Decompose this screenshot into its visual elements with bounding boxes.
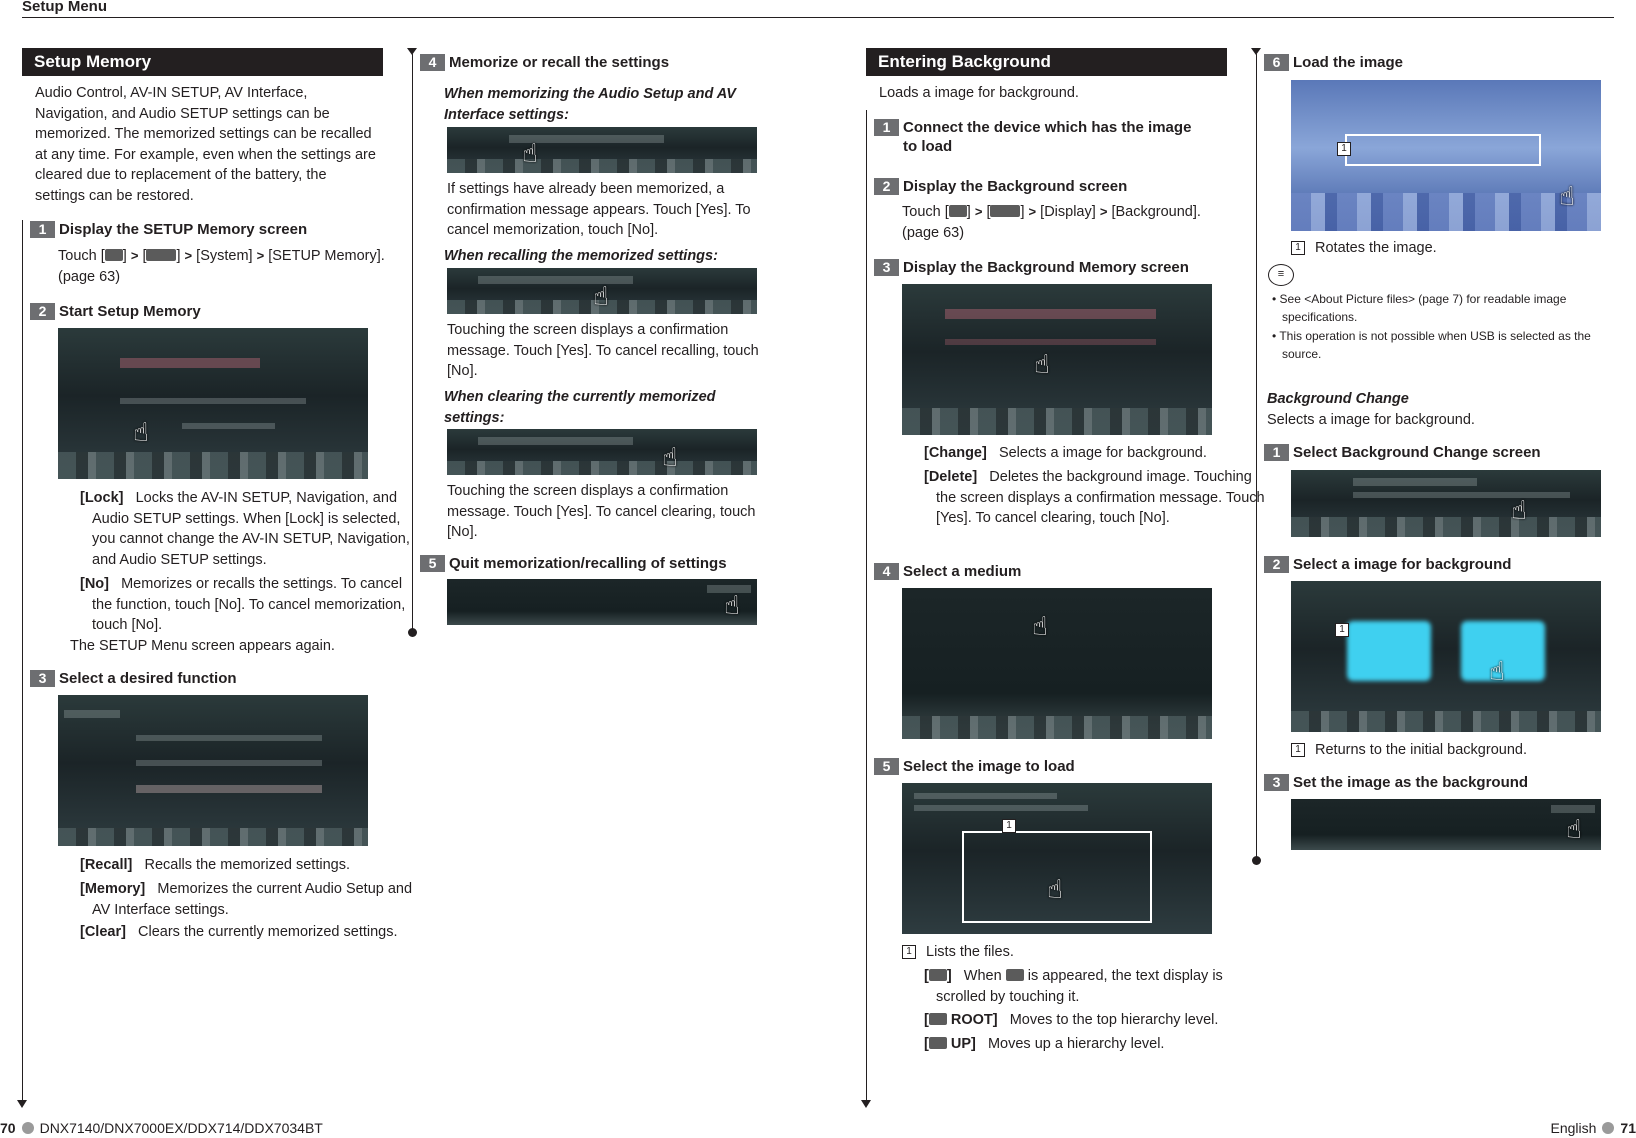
touch-label: Touch bbox=[902, 204, 941, 220]
clear-description bbox=[46, 922, 420, 943]
chevron-right-icon: > bbox=[974, 204, 983, 219]
note-item: • See <About Picture files> (page 7) for readable image specifications. bbox=[1272, 292, 1567, 324]
step-3-select-function bbox=[30, 669, 380, 688]
lock-description bbox=[46, 488, 420, 570]
step-6-load-image bbox=[1264, 53, 1604, 72]
header-rule bbox=[22, 17, 1614, 18]
callout-1-icon: 1 bbox=[1291, 743, 1305, 757]
change-text: Selects a image for background. bbox=[998, 445, 1207, 461]
setup-memory-label: [SETUP Memory]. (page 63) bbox=[58, 248, 385, 285]
step-number: 5 bbox=[874, 758, 899, 775]
entering-background-intro: Loads a image for background. bbox=[879, 85, 1079, 101]
screenshot-bg-select bbox=[1291, 581, 1601, 732]
step-title: Memorize or recall the settings bbox=[449, 54, 670, 71]
step-title: Select a medium bbox=[903, 563, 1022, 580]
note-icon: ≡ bbox=[1268, 264, 1294, 286]
step-5-select-image bbox=[874, 757, 1214, 776]
footer-dot-icon bbox=[1602, 1122, 1614, 1134]
screenshot-clear bbox=[447, 429, 757, 475]
footer-left bbox=[0, 1120, 323, 1136]
end-dot bbox=[1252, 856, 1261, 865]
touch-hand-icon: ☝ bbox=[1566, 814, 1582, 844]
step-number: 1 bbox=[1264, 444, 1289, 461]
step-number: 2 bbox=[1264, 556, 1289, 573]
delete-description bbox=[890, 467, 1274, 529]
step-title: Select a desired function bbox=[59, 670, 237, 687]
scroll-key: [ ] bbox=[924, 968, 952, 984]
system-label: [System] bbox=[196, 248, 253, 264]
step-2-instructions: Touch [ ] > [ ] > [Display] > [Background]. (page 63) bbox=[902, 204, 1201, 241]
bg-step-1-select-screen bbox=[1264, 443, 1604, 462]
step-1-display-setup-memory bbox=[30, 220, 380, 239]
recall-confirm-text: Touching the screen displays a confirmation message. Touch [Yes]. To cancel recalling, touch [No]. bbox=[447, 322, 759, 379]
step-number: 4 bbox=[874, 563, 899, 580]
up-key: [ UP] bbox=[924, 1036, 976, 1052]
screenshot-bg-change bbox=[1291, 470, 1601, 537]
screenshot-setup-memory bbox=[58, 328, 368, 479]
root-key: [ ROOT] bbox=[924, 1012, 998, 1028]
step-1-connect-device bbox=[874, 118, 1204, 156]
up-text: Moves up a hierarchy level. bbox=[987, 1036, 1165, 1052]
change-description bbox=[890, 443, 1264, 464]
screenshot-background-memory bbox=[902, 284, 1212, 435]
footer-right bbox=[1551, 1120, 1636, 1136]
step-number: 1 bbox=[874, 119, 899, 136]
step-title: Connect the device which has the image to load bbox=[903, 119, 1192, 155]
step-title: Load the image bbox=[1293, 54, 1404, 71]
display-label: [Display] bbox=[1040, 204, 1096, 220]
screenshot-select-function bbox=[58, 695, 368, 846]
recall-description bbox=[46, 855, 420, 876]
step-2-display-background bbox=[874, 177, 1214, 196]
flow-line-col1 bbox=[22, 220, 23, 1102]
sub-heading-clearing: When clearing the currently memorized settings: bbox=[444, 389, 716, 426]
callout-text: Rotates the image. bbox=[1315, 240, 1437, 256]
callout-1-icon: 1 bbox=[1337, 142, 1351, 156]
language-label: English bbox=[1550, 1120, 1597, 1136]
no-after-text: The SETUP Menu screen appears again. bbox=[70, 638, 335, 654]
touch-hand-icon: ☝ bbox=[1489, 656, 1505, 686]
setup-memory-intro: Audio Control, AV-IN SETUP, AV Interface, Navigation, and Audio SETUP settings can be memorized. The memorized settings can be recalled at any time. For example, even when the settings are cleared due to replacement of the battery, the settings can be restored. bbox=[35, 85, 376, 204]
no-description bbox=[46, 574, 420, 636]
screenshot-select-medium bbox=[902, 588, 1212, 739]
background-label: [Background]. (page 63) bbox=[902, 204, 1201, 241]
touch-hand-icon: ☝ bbox=[662, 442, 678, 472]
touch-hand-icon: ☝ bbox=[1032, 611, 1048, 641]
touch-hand-icon: ☝ bbox=[1559, 181, 1575, 211]
folder-up-icon bbox=[929, 1037, 947, 1049]
chevron-right-icon: > bbox=[1099, 204, 1108, 219]
callout-text: Returns to the initial background. bbox=[1315, 742, 1527, 758]
no-key: [No] bbox=[80, 576, 109, 592]
step-5-quit bbox=[420, 554, 780, 573]
step-number: 5 bbox=[420, 555, 445, 572]
chevron-right-icon: > bbox=[184, 248, 193, 263]
scroll-text-a: When bbox=[963, 968, 1002, 984]
folder-icon bbox=[929, 1013, 947, 1025]
memory-key: [Memory] bbox=[80, 881, 146, 897]
sub-heading-recalling: When recalling the memorized settings: bbox=[444, 248, 718, 264]
up-description bbox=[890, 1034, 1274, 1055]
step-number: 1 bbox=[30, 221, 55, 238]
memory-text: Memorizes the current Audio Setup and AV Interface settings. bbox=[92, 881, 413, 918]
page-header-title: Setup Menu bbox=[22, 0, 107, 15]
menu-button-icon bbox=[105, 249, 123, 261]
chevron-right-icon: > bbox=[256, 248, 265, 263]
step-title: Set the image as the background bbox=[1293, 774, 1529, 791]
model-list: DNX7140/DNX7000EX/DDX714/DDX7034BT bbox=[39, 1120, 323, 1136]
step-title: Select a image for background bbox=[1293, 556, 1512, 573]
menu-button-icon bbox=[949, 205, 967, 217]
callout-1-rotate-text bbox=[1291, 238, 1591, 259]
callout-1-icon: 1 bbox=[1291, 241, 1305, 255]
memory-description bbox=[46, 879, 430, 920]
rotate-highlight bbox=[1345, 134, 1541, 166]
touch-hand-icon: ☝ bbox=[1047, 874, 1063, 904]
step-title: Select Background Change screen bbox=[1293, 444, 1541, 461]
touch-hand-icon: ☝ bbox=[593, 281, 609, 311]
step-number: 4 bbox=[420, 54, 445, 71]
chevron-right-icon: > bbox=[130, 248, 139, 263]
touch-hand-icon: ☝ bbox=[724, 590, 740, 620]
lock-text: Locks the AV-IN SETUP, Navigation, and Audio SETUP settings. When [Lock] is selected, you cannot change the AV-IN SETUP, Navigation, and Audio SETUP settings. bbox=[92, 490, 410, 568]
sub-heading-memorizing: When memorizing the Audio Setup and AV Interface settings: bbox=[444, 86, 736, 123]
step-number: 6 bbox=[1264, 54, 1289, 71]
memorize-text: If settings have already been memorized, a confirmation message appears. Touch [Yes]. To cancel memorization, touch [No]. bbox=[447, 181, 751, 238]
note-item: • This operation is not possible when USB is selected as the source. bbox=[1272, 329, 1591, 361]
step-title: Display the Background Memory screen bbox=[903, 259, 1189, 276]
screenshot-memorize bbox=[447, 127, 757, 173]
arrow-down-icon bbox=[17, 1100, 27, 1108]
section-title-setup-memory: Setup Memory bbox=[22, 48, 383, 76]
root-description bbox=[890, 1010, 1274, 1031]
step-title: Display the SETUP Memory screen bbox=[59, 221, 308, 238]
touch-hand-icon: ☝ bbox=[1511, 495, 1527, 525]
root-text: Moves to the top hierarchy level. bbox=[1009, 1012, 1219, 1028]
clear-confirm-text: Touching the screen displays a confirmation message. Touch [Yes]. To cancel clearing, touch [No]. bbox=[447, 483, 756, 540]
setup-button-icon bbox=[146, 249, 176, 261]
recall-text: Recalls the memorized settings. bbox=[144, 857, 350, 873]
step-4-memorize-recall bbox=[420, 53, 780, 72]
scroll-button-icon bbox=[1006, 969, 1024, 981]
step-number: 3 bbox=[874, 259, 899, 276]
delete-key: [Delete] bbox=[924, 469, 978, 485]
lock-key: [Lock] bbox=[80, 490, 124, 506]
screenshot-select-image bbox=[902, 783, 1212, 934]
delete-text: Deletes the background image. Touching the screen displays a confirmation message. Touch [Yes]. To cancel clearing, touch [No]. bbox=[936, 469, 1265, 526]
callout-1-icon: 1 bbox=[1335, 623, 1349, 637]
touch-label: Touch bbox=[58, 248, 97, 264]
step-title: Select the image to load bbox=[903, 758, 1075, 775]
callout-1-icon: 1 bbox=[902, 945, 916, 959]
step-4-select-medium bbox=[874, 562, 1214, 581]
screenshot-load-image bbox=[1291, 80, 1601, 231]
callout-1-icon: 1 bbox=[1002, 819, 1016, 833]
step-number: 2 bbox=[874, 178, 899, 195]
clear-key: [Clear] bbox=[80, 924, 126, 940]
clear-text: Clears the currently memorized settings. bbox=[138, 924, 398, 940]
flow-line-col3 bbox=[866, 110, 867, 1102]
screenshot-quit bbox=[447, 579, 757, 625]
scroll-button-icon bbox=[929, 969, 947, 981]
callout-1-returns-text bbox=[1291, 740, 1591, 761]
recall-key: [Recall] bbox=[80, 857, 133, 873]
touch-hand-icon: ☝ bbox=[1034, 349, 1050, 379]
section-title-entering-background: Entering Background bbox=[866, 48, 1227, 76]
background-change-intro: Selects a image for background. bbox=[1267, 412, 1475, 428]
change-key: [Change] bbox=[924, 445, 987, 461]
step-title: Quit memorization/recalling of settings bbox=[449, 555, 727, 572]
page-number-right: 71 bbox=[1620, 1120, 1636, 1136]
no-text: Memorizes or recalls the settings. To cancel the function, touch [No]. To cancel memorization, touch [No]. bbox=[92, 576, 406, 633]
bg-step-2-select-image bbox=[1264, 555, 1604, 574]
chevron-right-icon: > bbox=[1028, 204, 1037, 219]
footer-dot-icon bbox=[22, 1122, 34, 1134]
scroll-text-b: is appeared, the text display is scrolled by touching it. bbox=[936, 968, 1223, 1005]
step-number: 2 bbox=[30, 303, 55, 320]
scroll-description bbox=[890, 966, 1264, 1007]
screenshot-bg-set bbox=[1291, 799, 1601, 850]
background-change-title: Background Change bbox=[1267, 391, 1409, 407]
image-thumbnail bbox=[1347, 621, 1431, 681]
step-2-start-setup-memory bbox=[30, 302, 380, 321]
screenshot-recall bbox=[447, 268, 757, 314]
callout-text: Lists the files. bbox=[926, 944, 1014, 960]
step-number: 3 bbox=[1264, 774, 1289, 791]
bg-step-3-set-background bbox=[1264, 773, 1604, 792]
step-number: 3 bbox=[30, 670, 55, 687]
arrow-down-icon bbox=[861, 1100, 871, 1108]
touch-hand-icon: ☝ bbox=[522, 138, 538, 168]
touch-hand-icon: ☝ bbox=[133, 417, 149, 447]
step-1-instructions: Touch [ ] > [ ] > [System] > [SETUP Memory]. (page 63) bbox=[58, 248, 385, 285]
step-title: Display the Background screen bbox=[903, 178, 1128, 195]
step-title: Start Setup Memory bbox=[59, 303, 201, 320]
page-number-left: 70 bbox=[0, 1120, 16, 1136]
setup-button-icon bbox=[990, 205, 1020, 217]
callout-1-files-text bbox=[902, 942, 1222, 963]
step-3-background-memory bbox=[874, 258, 1214, 277]
